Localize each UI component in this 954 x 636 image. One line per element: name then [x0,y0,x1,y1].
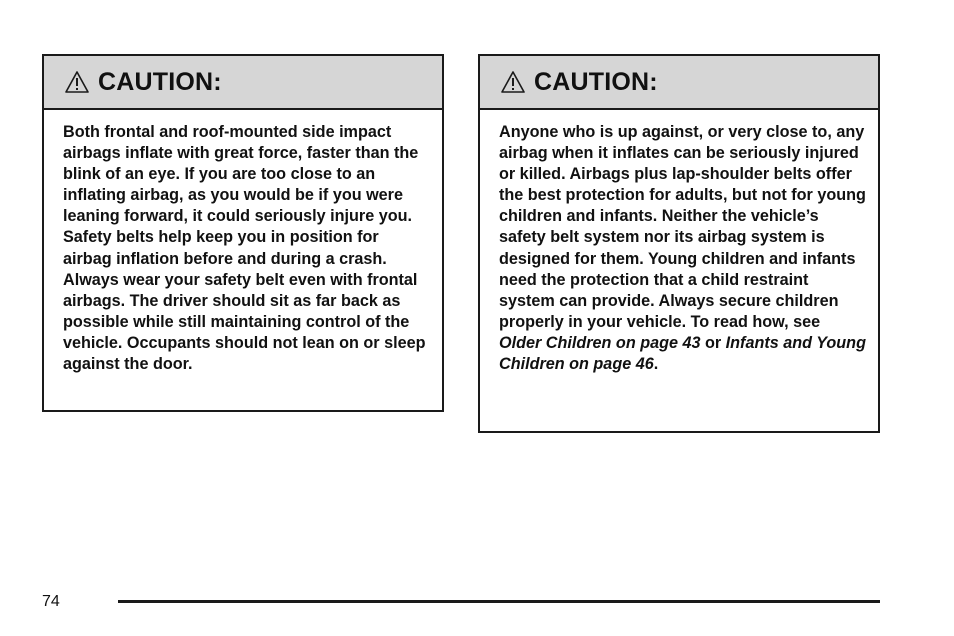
caution-body [480,110,878,375]
footer-rule [118,600,880,603]
cross-reference-link[interactable]: Infants and Young Children on page 46 [499,333,866,374]
caution-title: CAUTION: [534,67,658,96]
caution-header [44,56,442,110]
warning-triangle-icon [500,70,526,94]
caution-body [44,110,442,375]
caution-title: CAUTION: [98,67,222,96]
caution-box-child-safety [478,54,880,433]
caution-header [480,56,878,110]
connector-text: or [704,333,722,352]
caution-text [499,122,866,375]
page-number: 74 [42,593,60,610]
caution-text: Both frontal and roof-mounted side impact airbags inflate with great force, faster than the blink of an eye. If you are too close to an inflating airbag, as you would be if you were leaning forward, it could seriously injure you. Safety belts help keep you in position for airbag inflation before and during a crash. Always wear your safety belt even with frontal airbags. The driver should sit as far back as possible while still maintaining control of the vehicle. Occupants should not lean on or sleep against the door. [63,123,426,374]
cross-reference-link[interactable]: Older Children on page 43 [499,333,701,352]
caution-text-main: Anyone who is up against, or very close to, any airbag when it inflates can be seriously injured or killed. Airbags plus lap-shoulder belts offer the best protection for adults, but not for young children and infants. Neither the vehicle’s safety belt system nor its airbag system is designed for them. Young children and infants need the protection that a child restraint system can provide. Always secure children properly in your vehicle. To read how, see [499,123,866,331]
sentence-end: . [653,355,659,374]
warning-triangle-icon [64,70,90,94]
caution-box-airbag-force [42,54,444,412]
